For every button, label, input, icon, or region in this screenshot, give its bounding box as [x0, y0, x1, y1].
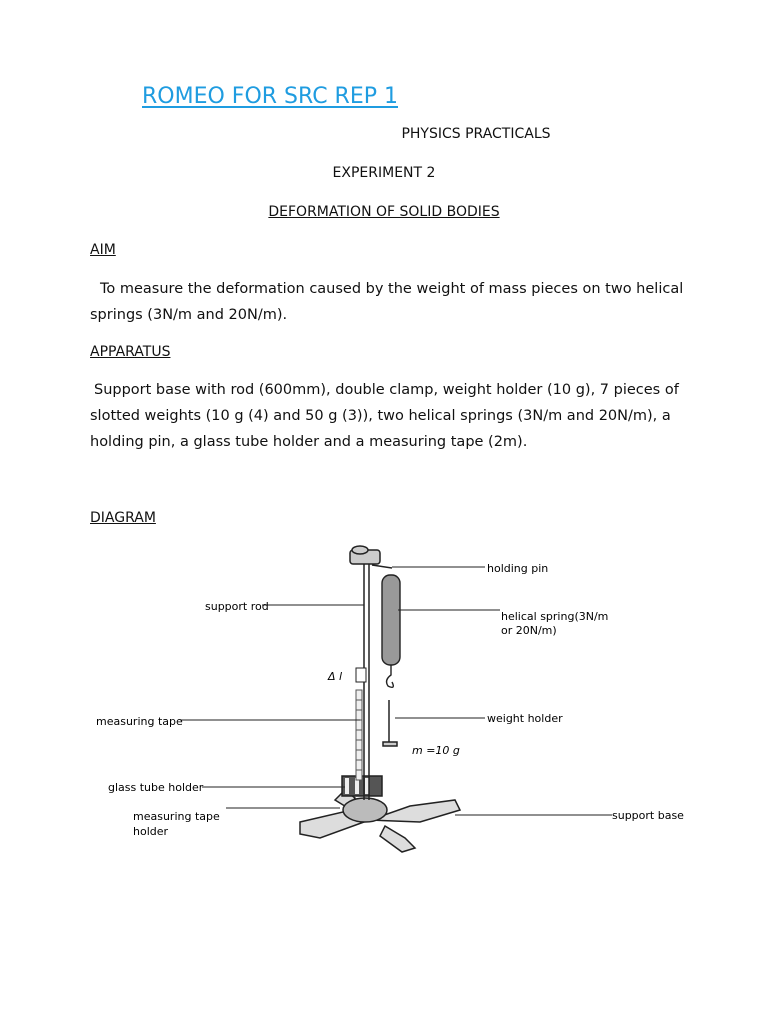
diagram-heading: DIAGRAM — [90, 510, 156, 526]
label-measuring-tape: measuring tape — [96, 715, 183, 728]
helical-spring-drawing — [382, 575, 400, 687]
holding-pin-drawing — [350, 546, 392, 568]
document-title: DEFORMATION OF SOLID BODIES — [268, 204, 500, 220]
label-support-base: support base — [612, 809, 684, 822]
aim-text: To measure the deformation caused by the weight of mass pieces on two helical springs (3N/m and 20N/m). — [90, 281, 684, 323]
label-delta-l: Δ l — [328, 670, 343, 683]
label-tape-holder-line1: measuring tape — [133, 810, 220, 823]
aim-heading: AIM — [90, 242, 116, 258]
label-weight-holder: weight holder — [487, 712, 563, 725]
measuring-tape-drawing — [356, 690, 362, 780]
label-holding-pin: holding pin — [487, 562, 549, 575]
course-title: PHYSICS PRACTICALS — [401, 126, 551, 142]
apparatus-heading: APPARATUS — [90, 344, 171, 360]
banner-title: ROMEO FOR SRC REP 1 — [142, 84, 398, 109]
label-mass: m =10 g — [412, 744, 460, 757]
apparatus-text: Support base with rod (600mm), double clamp, weight holder (10 g), 7 pieces of slotted weights (10 g (4) and 50 g (3)), two helical springs (3N/m and 20N/m), a holding pin, a glass tube holder and a measuring tape (2m). — [90, 382, 679, 450]
delta-l-marker — [356, 668, 366, 682]
label-support-rod: support rod — [205, 600, 269, 613]
label-helical-spring-line1: helical spring(3N/m — [501, 610, 609, 623]
label-helical-spring-line2: or 20N/m) — [501, 624, 557, 637]
weight-holder-drawing — [383, 700, 397, 746]
label-glass-tube-holder: glass tube holder — [108, 781, 204, 794]
label-tape-holder-line2: holder — [133, 825, 169, 838]
experiment-number: EXPERIMENT 2 — [332, 165, 436, 181]
